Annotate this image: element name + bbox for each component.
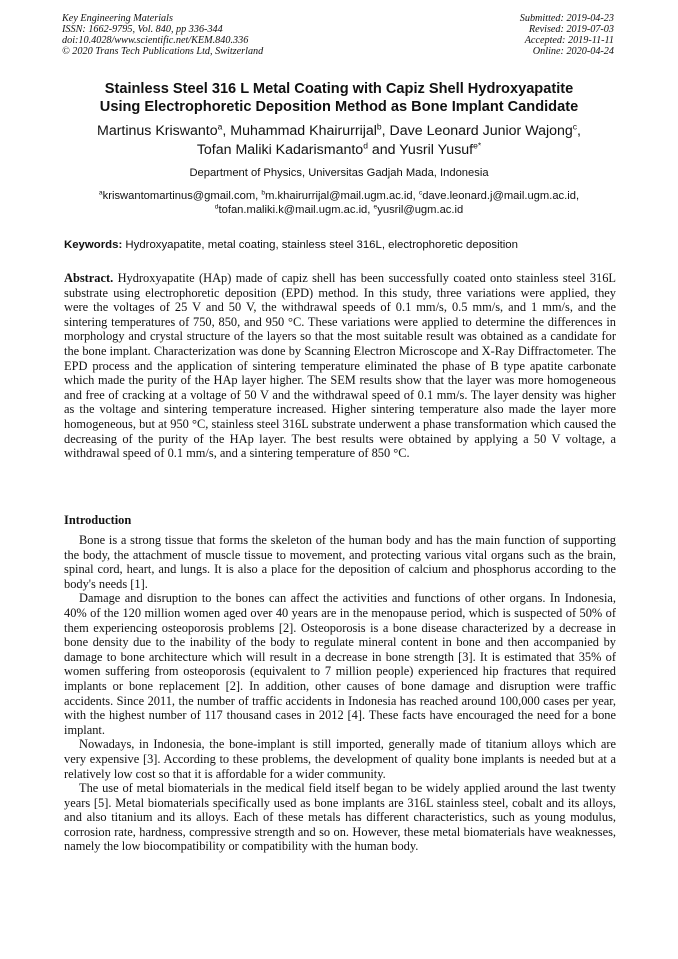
email-mark: d: [214, 203, 219, 211]
author-affil-mark: d: [363, 140, 368, 151]
author-affil-mark: a: [217, 121, 223, 132]
email-link[interactable]: yusril@ugm.ac.id: [377, 204, 464, 216]
abstract-text: Hydroxyapatite (HAp) made of capiz shell has been successfully coated onto stainless steel 316L substrate using electrophoretic deposition (EPD) method. In this study, three variations were applied, they were the voltages of 25 V and 50 V, the withdrawal speeds of 0.1 mm/s, 0.5 mm/s, and 1 mm/s, and the sintering temperatures of 750, 850, and 950 °C. These variations were applied to determine the differences in morphology and crystal structure of the layers so that the most suitable result was obtained as a candidate for the bone implant. Characterization was done by Scanning Electron Microscope and X-Ray Diffractometer. The EPD process and the application of sintering temperature eliminated the phase of B type apatite carbonate which made the purity of the HAp layer higher. The SEM results show that the layer was more homogeneous and free of cracking at a voltage of 50 V and the withdrawal speed of 0.1 mm/s. The layer density was higher as the voltage and sintering temperature increased. Higher sintering temperature also made the layer more homogeneous, but at 950 °C, stainless steel 316L substrate underwent a phase transformation which caused the decreasing of the purity of the HAp layer. The best results were obtained by applying a 50 V voltage, a withdrawal speed of 0.1 mm/s, and a sintering temperature of 850 °C.: [64, 271, 616, 461]
date-accepted: Accepted: 2019-11-11: [524, 35, 614, 46]
email-separator: ,: [412, 190, 419, 202]
author-name: Dave Leonard Junior Wajong: [389, 123, 573, 139]
author-line-2: [30, 141, 648, 160]
keywords-label: Keywords:: [64, 239, 123, 251]
email-line-1: [20, 189, 658, 203]
email-link[interactable]: tofan.maliki.k@mail.ugm.ac.id: [218, 204, 368, 216]
author-name: Tofan Maliki Kadarismanto: [196, 142, 364, 158]
email-mark: a: [98, 189, 103, 197]
author-line-1: [30, 122, 648, 141]
journal-info: [62, 13, 263, 57]
email-link[interactable]: dave.leonard.j@mail.ugm.ac.id: [422, 190, 576, 202]
date-submitted: Submitted: 2019-04-23: [519, 13, 614, 24]
title-line-2: Using Electrophoretic Deposition Method as Bone Implant Candidate: [99, 99, 579, 115]
keywords: [64, 238, 618, 252]
journal-doi: doi:10.4028/www.scientific.net/KEM.840.336: [62, 35, 249, 46]
title-line-1: Stainless Steel 316 L Metal Coating with Capiz Shell Hydroxyapatite: [104, 81, 574, 97]
author-separator: ,: [222, 123, 231, 139]
paper-title: [40, 80, 638, 116]
affiliation: Department of Physics, Universitas Gadjah Mada, Indonesia: [189, 167, 489, 179]
journal-name: Key Engineering Materials: [62, 13, 173, 24]
email-link[interactable]: kriswantomartinus@gmail.com: [102, 190, 256, 202]
author-name: Yusril Yusuf: [399, 142, 474, 158]
author-name: Muhammad Khairurrijal: [230, 123, 377, 139]
email-mark: c: [418, 189, 423, 197]
journal-copyright: © 2020 Trans Tech Publications Ltd, Switzerland: [62, 46, 264, 57]
author-emails: [20, 189, 658, 217]
paragraph: Nowadays, in Indonesia, the bone-implant is still imported, generally made of titanium alloys which are very expensive [3]. According to these problems, the development of quality bone implants is needed but at a relatively low cost so that it is affordable for a wider community.: [64, 737, 616, 781]
author-separator: ,: [577, 123, 581, 139]
author-affil-mark: c: [572, 121, 578, 132]
author-affil-mark: b: [376, 121, 382, 132]
abstract-label: Abstract.: [64, 271, 114, 285]
author-separator: and: [367, 142, 400, 158]
paragraph: The use of metal biomaterials in the medical field itself began to be widely applied around the last twenty years [5]. Metal biomaterials specifically used as bone implants are 316L stainless steel, cobalt and its alloys, and also titanium and its alloys. Each of these metals has different characteristics, such as young modulus, corrosion rate, hardness, compressive strength and so on. However, these metal biomaterials have weaknesses, namely the low biocompatibility or compatibility with the human body.: [64, 781, 616, 854]
journal-issn: ISSN: 1662-9795, Vol. 840, pp 336-344: [62, 24, 223, 35]
date-revised: Revised: 2019-07-03: [528, 24, 614, 35]
abstract: [64, 271, 616, 461]
author-list: [30, 122, 648, 160]
email-separator: ,: [575, 190, 580, 202]
email-link[interactable]: m.khairurrijal@mail.ugm.ac.id: [265, 190, 413, 202]
date-online: Online: 2020-04-24: [532, 46, 614, 57]
email-line-2: [20, 203, 658, 217]
email-mark: e: [373, 203, 378, 211]
paragraph: Bone is a strong tissue that forms the skeleton of the human body and has the main function of supporting the body, the attachment of muscle tissue to movement, and protecting various vital organs such as the brain, spinal cord, heart, and lungs. It is also a place for the deposition of calcium and phosphorus according to the body's needs [1].: [64, 533, 616, 591]
publication-dates: [520, 13, 614, 57]
introduction-body: [64, 533, 616, 854]
author-separator: ,: [381, 123, 390, 139]
email-mark: b: [261, 189, 266, 197]
author-affil-mark: e*: [473, 140, 482, 151]
keywords-text: Hydroxyapatite, metal coating, stainless steel 316L, electrophoretic deposition: [122, 239, 518, 251]
paragraph: Damage and disruption to the bones can affect the activities and functions of other organs. In Indonesia, 40% of the 120 million women aged over 40 years are in the menopause period, which is suspected of 50% of them experiencing osteoporosis problems [2]. Osteoporosis is a bone disease characterized by a decrease in bone density due to the inability of the body to regulate mineral content in bone and then accompanied by damage to bone architecture which will result in a decrease in bone strength [3]. It is estimated that 35% of women suffering from osteoporosis (equivalent to 7 million people) experienced hip fractures that required implants or bone replacement [2]. In addition, other causes of bone damage and disruption were traffic accidents. Since 2011, the number of traffic accidents in Indonesia has reached around 100,000 cases per year, with the highest number of 117 thousand cases in 2012 [4]. These facts have encouraged the need for a bone implant.: [64, 591, 616, 737]
email-separator: ,: [367, 204, 374, 216]
section-heading-introduction: Introduction: [64, 513, 132, 527]
email-separator: ,: [255, 190, 262, 202]
author-name: Martinus Kriswanto: [97, 123, 218, 139]
